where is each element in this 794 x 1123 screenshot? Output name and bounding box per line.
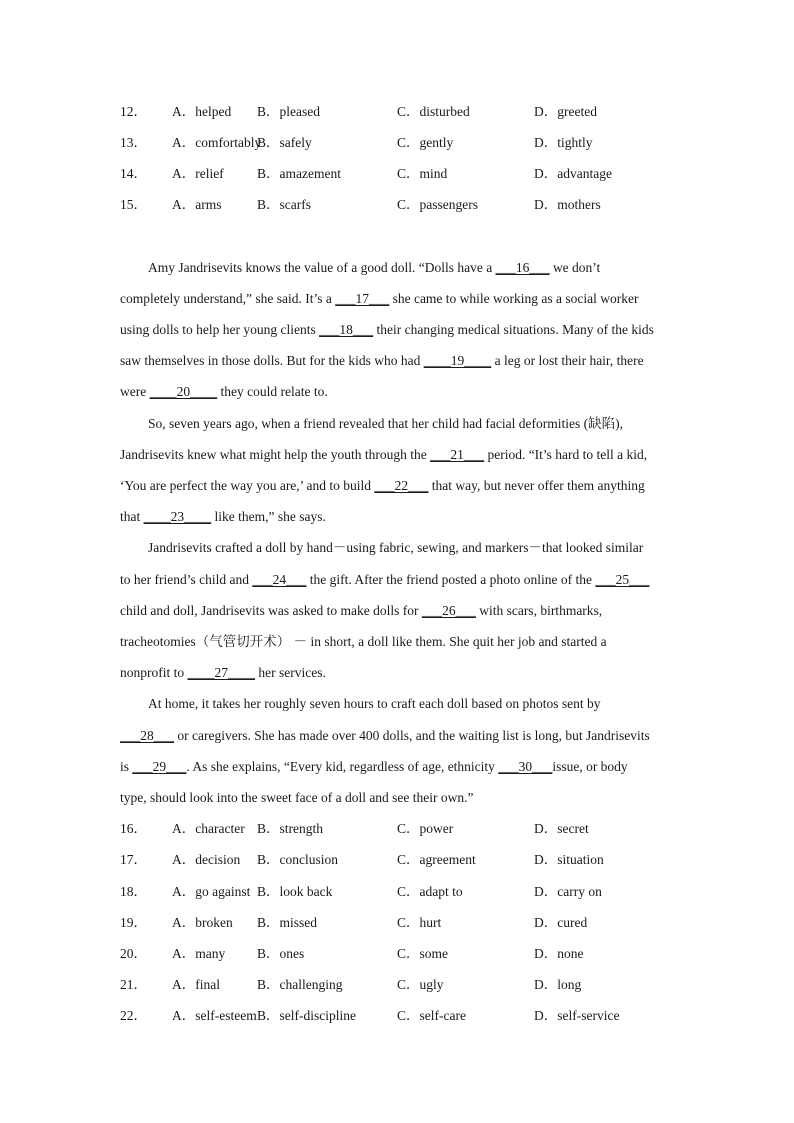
blank-19: ____19____ [423,353,492,368]
option-c: C．disturbed [397,104,470,119]
option-d: D．self-service [534,1008,620,1023]
option-d: D．mothers [534,197,601,212]
option-a: A．decision [172,852,241,867]
option-b: B．conclusion [257,852,338,867]
option-b: B．pleased [257,104,320,119]
option-c: C．passengers [397,197,478,212]
option-a: A．final [172,977,220,992]
option-b: B．missed [257,915,318,930]
question-14 [120,164,720,184]
option-a: A．self-esteem [172,1008,257,1023]
question-16 [120,819,720,839]
passage-text: to her friend’s child and [120,572,253,587]
passage-text: were [120,384,150,399]
passage-text: issue, or body [552,759,628,774]
passage-line [120,289,680,309]
blank-27: ____27____ [187,665,255,680]
blank-30: ___30___ [498,759,553,774]
passage-text: they could relate to. [217,384,328,399]
passage-line [120,351,680,371]
option-a: A．comfortably [172,135,262,150]
passage-text: Amy Jandrisevits knows the value of a good doll. “Dolls have a [148,260,496,275]
passage-text: ‘You are perfect the way you are,’ and to build [120,478,375,493]
option-b: B．self-discipline [257,1008,356,1023]
option-a: A．arms [172,197,222,212]
blank-22: ___22___ [374,478,429,493]
question-22 [120,1006,720,1026]
option-d: D．long [534,977,582,992]
option-a: A．relief [172,166,224,181]
passage-line [120,570,680,590]
passage-text: her services. [255,665,326,680]
option-d: D．secret [534,821,589,836]
question-number: 18． [120,884,147,899]
passage-text: we don’t [549,260,601,275]
option-a: A．go against [172,884,251,899]
passage-text: nonprofit to [120,665,188,680]
question-17 [120,850,720,870]
blank-28: ___28___ [120,728,174,743]
option-b: B．scarfs [257,197,311,212]
option-c: C．hurt [397,915,442,930]
question-21 [120,975,720,995]
passage-text: completely understand,” she said. It’s a [120,291,336,306]
blank-23: ____23____ [143,509,212,524]
question-number: 22． [120,1008,147,1023]
passage-line [120,726,680,746]
passage-text: a leg or lost their hair, there [491,353,644,368]
passage-text: or caregivers. She has made over 400 dolls, and the waiting list is long, but Jandrisevits [174,728,650,743]
passage-line [148,538,680,558]
passage-text: that [120,509,144,524]
passage-line [120,663,680,683]
option-c: C．self-care [397,1008,466,1023]
passage-line [120,320,680,340]
passage-text: At home, it takes her roughly seven hours to craft each doll based on photos sent by [148,696,601,711]
passage-line [120,632,680,652]
question-number: 17． [120,852,147,867]
blank-20: ____20____ [149,384,218,399]
passage-text: she came to while working as a social worker [389,291,639,306]
passage-line [148,258,680,278]
question-18 [120,882,720,902]
option-c: C．agreement [397,852,476,867]
option-d: D．situation [534,852,604,867]
passage-text: period. “It’s hard to tell a kid, [484,447,648,462]
passage-text: saw themselves in those dolls. But for the kids who had [120,353,424,368]
passage-text: using dolls to help her young clients [120,322,320,337]
question-number: 14． [120,166,147,181]
passage-text: the gift. After the friend posted a photo online of the [306,572,596,587]
passage-text: tracheotomies（气管切开术） － in short, a doll like them. She quit her job and started a [120,634,607,649]
option-c: C．adapt to [397,884,463,899]
passage-text: . As she explains, “Every kid, regardless of age, ethnicity [186,759,499,774]
passage-line [120,601,680,621]
question-number: 15． [120,197,147,212]
option-d: D．carry on [534,884,602,899]
question-number: 19． [120,915,147,930]
option-b: B．look back [257,884,333,899]
passage-text: Jandrisevits knew what might help the youth through the [120,447,431,462]
option-d: D．advantage [534,166,612,181]
passage-text: is [120,759,133,774]
blank-24: ___24___ [252,572,307,587]
blank-17: ___17___ [335,291,390,306]
passage-line [120,507,680,527]
option-b: B．safely [257,135,312,150]
passage-line [120,382,680,402]
passage-text: that way, but never offer them anything [428,478,645,493]
question-15 [120,195,720,215]
passage-text: like them,” she says. [211,509,326,524]
passage-line [120,476,680,496]
option-a: A．helped [172,104,232,119]
passage-text: So, seven years ago, when a friend revealed that her child had facial deformities (缺陷), [148,416,623,431]
question-20 [120,944,720,964]
blank-21: ___21___ [430,447,485,462]
passage-line [120,788,680,808]
option-b: B．challenging [257,977,343,992]
option-b: B．strength [257,821,323,836]
passage-text: child and doll, Jandrisevits was asked to make dolls for [120,603,422,618]
passage-line [120,757,680,777]
passage-line [148,414,680,434]
passage-text: Jandrisevits crafted a doll by hand－using fabric, sewing, and markers－that looked similar [148,540,644,555]
blank-29: ___29___ [132,759,187,774]
blank-16: ___16___ [495,260,550,275]
option-b: B．ones [257,946,305,961]
passage-line [120,445,680,465]
question-12 [120,102,720,122]
blank-18: ___18___ [319,322,374,337]
option-c: C．some [397,946,449,961]
option-d: D．none [534,946,584,961]
question-number: 13． [120,135,147,150]
option-a: A．character [172,821,245,836]
option-c: C．ugly [397,977,444,992]
passage-text: with scars, birthmarks, [475,603,603,618]
question-number: 21． [120,977,147,992]
option-d: D．tightly [534,135,593,150]
passage-text: type, should look into the sweet face of a doll and see their own.” [120,790,474,805]
passage-line [148,694,680,714]
question-number: 20． [120,946,147,961]
option-c: C．mind [397,166,448,181]
option-c: C．power [397,821,454,836]
option-b: B．amazement [257,166,341,181]
option-a: A．broken [172,915,233,930]
question-13 [120,133,720,153]
option-c: C．gently [397,135,454,150]
blank-26: ___26___ [421,603,476,618]
blank-25: ___25___ [595,572,650,587]
question-number: 16． [120,821,147,836]
question-number: 12． [120,104,147,119]
passage-text: their changing medical situations. Many of the kids [373,322,654,337]
option-d: D．cured [534,915,588,930]
option-d: D．greeted [534,104,597,119]
question-19 [120,913,720,933]
option-a: A．many [172,946,226,961]
